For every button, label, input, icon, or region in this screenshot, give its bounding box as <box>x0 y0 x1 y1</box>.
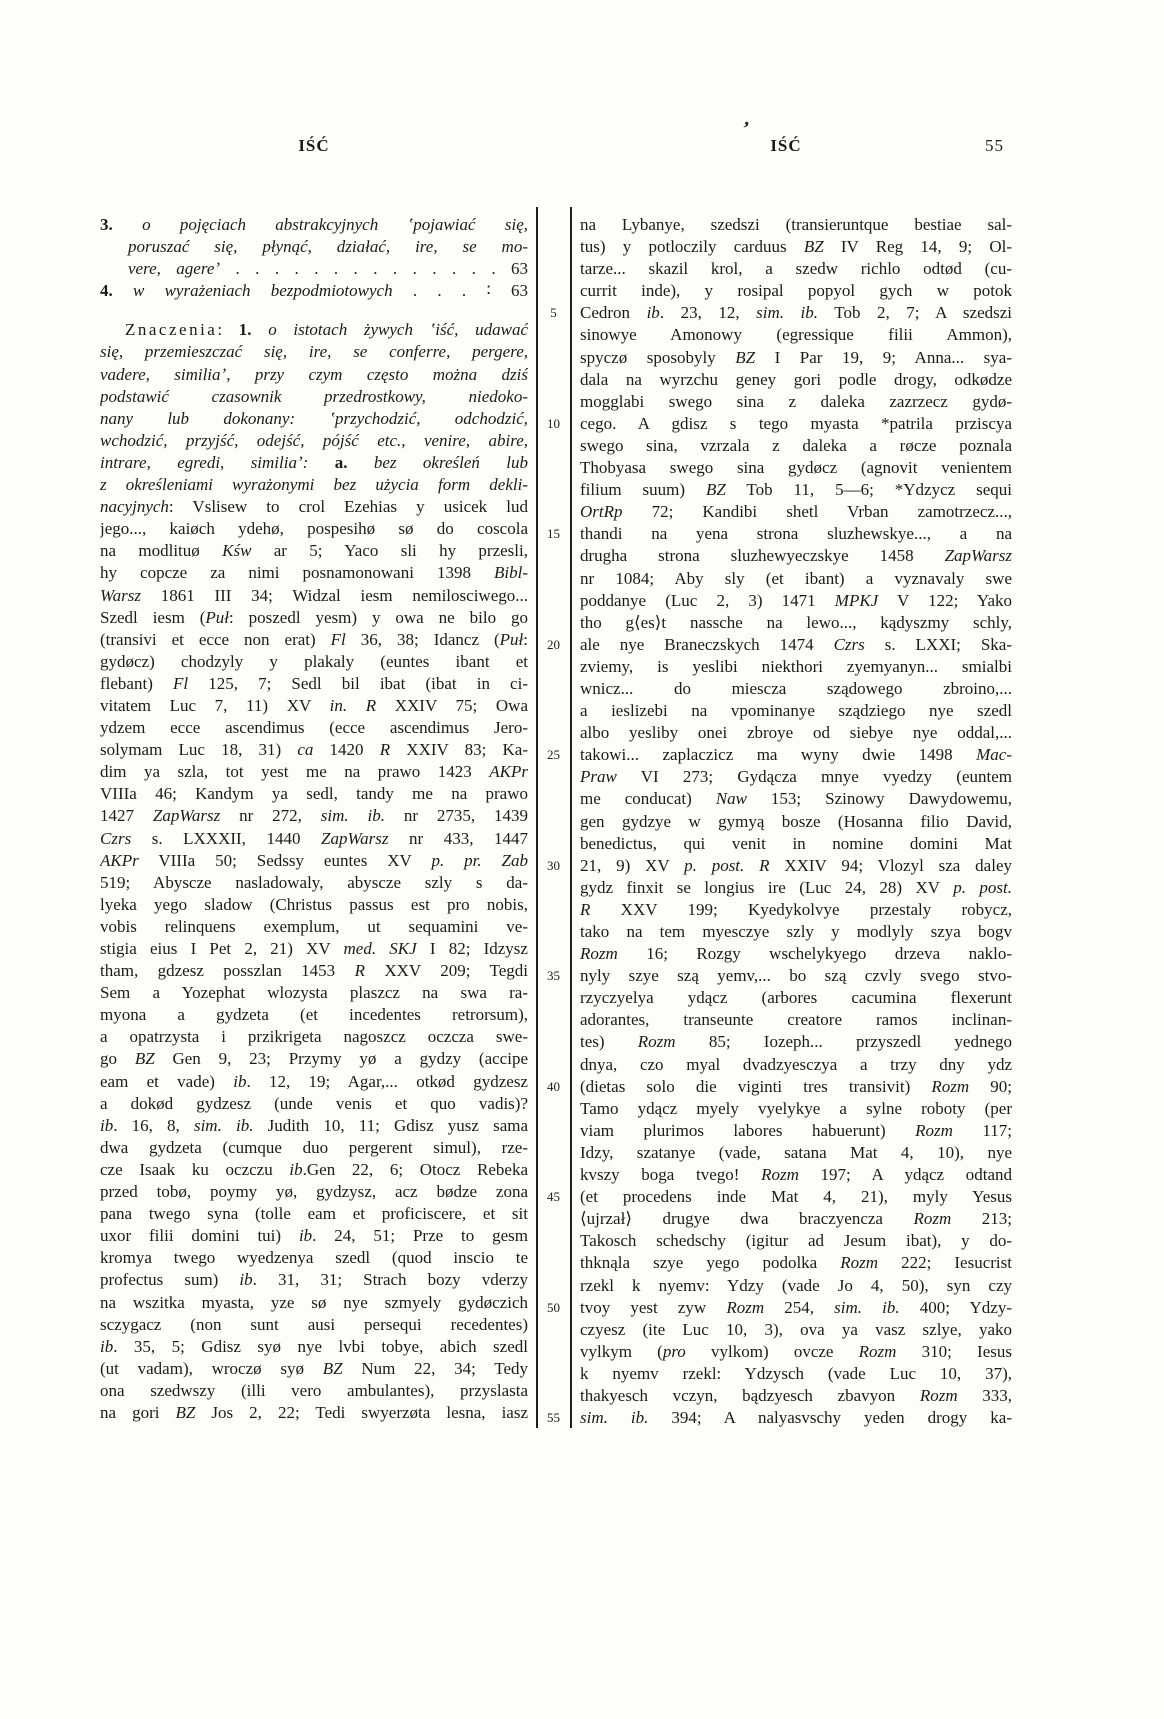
text-line: się, przemieszczać się, ire, se conferre, pergere, <box>100 342 528 362</box>
text-line: thakyesch vczyn, bądzyesch zbavyon Rozm 333, <box>580 1385 1012 1405</box>
text-line: tvoy yest zyw Rozm 254, sim. ib. 400; Ydzy- <box>580 1297 1012 1317</box>
text-line: cego. A gdisz s tego myasta *patrila prziscya <box>580 413 1012 433</box>
text-line: (transivi et ecce non erat) Fl 36, 38; Idancz (Puł: <box>100 629 528 649</box>
text-line: Sem a Yozephat wlozysta plaszcz na swa ra- <box>100 983 528 1003</box>
text-line: przed tobø, poymy yø, gydzysz, acz bødze zona <box>100 1182 528 1202</box>
text-line: intrare, egredi, similiaʼ: a. bez określeń lub <box>100 452 528 472</box>
text-line: kromya twego wyedzenya szedl (quod inscio te <box>100 1248 528 1268</box>
text-line: k nyemv rzekl: Ydzysch (vade Luc 10, 37), <box>580 1363 1012 1383</box>
text-line: filium suum) BZ Tob 11, 5—6; *Ydzycz sequi <box>580 480 1012 500</box>
column-rule-left <box>536 207 538 1428</box>
text-line: ale nye Braneczskych 1474 Czrs s. LXXI; Ska- <box>580 634 1012 654</box>
column-rule-right <box>570 207 572 1428</box>
text-line: myona a gydzeta (et incedentes retrorsum), <box>100 1005 528 1025</box>
gutter-line-number: 10 <box>547 415 560 431</box>
text-line: poruszać się, płynąć, działać, ire, se mo- <box>128 237 528 257</box>
text-line: tako na tem myesczye szly y modlyly szya bogv <box>580 922 1012 941</box>
text-line: nr 1084; Aby sly (et ibant) a vyznavaly swe <box>580 568 1012 588</box>
text-line: nany lub dokonany: ʽprzychodzić, odchodzić, <box>100 408 528 428</box>
text-line: Znaczenia: 1. o istotach żywych ʽiść, udawać <box>125 320 528 340</box>
text-line: VIIIa 46; Kandym ya sedl, tandy me na prawo <box>100 784 528 804</box>
text-line: me conducat) Naw 153; Szinowy Dawydowemu, <box>580 789 1012 809</box>
gutter-line-number: 45 <box>547 1189 560 1205</box>
text-line: a dokød gydzesz (unde venis et quo vadis)? <box>100 1093 528 1113</box>
text-line: R XXV 199; Kyedykolvye przestaly robycz, <box>580 899 1012 919</box>
text-line: Cedron ib. 23, 12, sim. ib. Tob 2, 7; A szedszi <box>580 303 1012 323</box>
text-line: wchodzić, przyjść, odejść, pójść etc., venire, abire, <box>100 430 528 450</box>
text-line: drugha strona sluzhewyeczskye 1458 ZapWarsz <box>580 546 1012 566</box>
text-line: tho g⟨es⟩t nassche na lewo..., kądyszmy schly, <box>580 612 1012 632</box>
text-line: 3. o pojęciach abstrakcyjnych ʽpojawiać się, <box>100 215 528 234</box>
text-line: 1427 ZapWarsz nr 272, sim. ib. nr 2735, 1439 <box>100 806 528 826</box>
text-line: z określeniami wyrażonymi bez użycia form dekli- <box>100 475 528 495</box>
text-line: ib. 35, 5; Gdisz syø nye lvbi tobye, abich szedl <box>100 1336 528 1356</box>
text-line: kvszy boga tvego! Rozm 197; A ydącz odtand <box>580 1165 1012 1185</box>
text-line: vadere, similiaʼ, przy czym często można dziś <box>100 364 528 384</box>
text-line: vitatem Luc 7, 11) XV in. R XXIV 75; Owa <box>100 695 528 715</box>
text-line: a opatrzysta i przikrigeta nagoszcz oczcza swe- <box>100 1027 528 1047</box>
text-line: nyly szye szą yemv,... bo szą czvly svego stvo- <box>580 966 1012 986</box>
text-line: dala na wyrzchu geney gori podle drogy, odkødze <box>580 369 1012 389</box>
text-line: na gori BZ Jos 2, 22; Tedi swyerzøta lesna, iasz <box>100 1402 528 1422</box>
text-line: flebant) Fl 125, 7; Sedl bil ibat (ibat in ci- <box>100 673 528 693</box>
text-line: Praw VI 273; Gydącza mnye vyedzy (euntem <box>580 767 1012 787</box>
gutter-line-number: 25 <box>547 747 560 763</box>
text-line: Thobyasa swego sina gydøcz (agnovit venientem <box>580 458 1012 478</box>
text-line: viam plurimos labores habuerunt) Rozm 117; <box>580 1120 1012 1140</box>
text-line: Czrs s. LXXXII, 1440 ZapWarsz nr 433, 1447 <box>100 828 528 848</box>
toc-spacer <box>100 302 528 319</box>
right-column <box>580 214 1012 1429</box>
text-line: adorantes, transeunte creatore ramos inclinan- <box>580 1010 1012 1030</box>
text-line: na wszitka myasta, yze sø nye szmyely gydøczich <box>100 1292 528 1312</box>
text-line: rzekl k nyemv: Ydzy (vade Jo 4, 50), syn czy <box>580 1275 1012 1295</box>
text-line: vere, agereʼ . . . . . . . . . . . . . . 63 <box>128 259 528 279</box>
text-line: dwa gydzeta (cumque duo pergerent simul), rze- <box>100 1137 528 1157</box>
running-head-right: IŚĆ <box>770 136 802 155</box>
gutter-line-number: 15 <box>547 526 560 542</box>
text-line: solymam Luc 18, 31) ca 1420 R XXIV 83; Ka- <box>100 740 528 760</box>
text-line: Takosch schedschy (igitur ad Jesum ibat), y do- <box>580 1231 1012 1251</box>
text-line: sczygacz (non sunt ausi persequi recedentes) <box>100 1314 528 1334</box>
text-line: (et procedens inde Mat 4, 21), myly Yesus <box>580 1187 1012 1207</box>
text-line: ydzem ecce ascendimus (ecce ascendimus Jero- <box>100 718 528 738</box>
text-line: ib. 16, 8, sim. ib. Judith 10, 11; Gdisz yusz sama <box>100 1115 528 1135</box>
page-number: 55 <box>985 136 1004 155</box>
gutter-line-number: 50 <box>547 1299 560 1315</box>
gutter-line-number: 20 <box>547 636 560 652</box>
text-line: thandi na yena strona sluzhewskye..., a na <box>580 524 1012 544</box>
text-line: poddanye (Luc 2, 3) 1471 MPKJ V 122; Yako <box>580 590 1012 610</box>
text-line: benedictus, qui venit in nomine domini Mat <box>580 833 1012 853</box>
text-line: profectus sum) ib. 31, 31; Strach bozy vderzy <box>100 1270 528 1290</box>
text-line: hy copcze za nimi posnamonowani 1398 Bibl- <box>100 563 528 583</box>
text-line: mogglabi swego sina z daleka zazrzecz gydø- <box>580 391 1012 411</box>
text-line: gen gydzye w gymyą bosze (Hosanna filio David, <box>580 811 1012 831</box>
text-line: OrtRp 72; Kandibi shetl Vrban zamotrzecz..., <box>580 502 1012 522</box>
text-line: uxor filii domini tui) ib. 24, 51; Prze to gesm <box>100 1226 528 1246</box>
left-paragraph <box>100 319 528 1424</box>
text-line: (ut vadam), wroczø syø BZ Num 22, 34; Tedy <box>100 1358 528 1378</box>
text-line: Warsz 1861 III 34; Widzal iesm nemilosciwego... <box>100 585 528 605</box>
text-line: jego..., kaiøch ydehø, pospesihø sø do coscola <box>100 519 528 539</box>
text-line: tus) y potloczily carduus BZ IV Reg 14, 9; Ol- <box>580 237 1012 257</box>
text-line: rzyczyelya ydącz (arbores cacumina flexerunt <box>580 988 1012 1008</box>
text-line: vylkym (pro vylkom) ovcze Rozm 310; Iesus <box>580 1341 1012 1361</box>
text-line: vobis relinquens exemplum, ut sequamini ve- <box>100 916 528 936</box>
text-line: czyesz (ite Luc 10, 3), ova ya vasz szlye, yako <box>580 1319 1012 1339</box>
gutter-line-number: 5 <box>550 305 557 321</box>
text-line: thknąla szye yego podolka Rozm 222; Iesucrist <box>580 1253 1012 1273</box>
text-line: AKPr VIIIa 50; Sedssy euntes XV p. pr. Zab <box>100 850 528 870</box>
text-line: eam et vade) ib. 12, 19; Agar,... otkød gydzesz <box>100 1071 528 1091</box>
text-line: a ieslizebi na vpominanye sządziego nye szedl <box>580 701 1012 721</box>
ink-speck: ’ <box>739 117 751 141</box>
text-line: na Lybanye, szedszi (transieruntque bestiae sal- <box>580 215 1012 234</box>
text-line: 519; Abyscze nasladowaly, abyscze szly s da- <box>100 872 528 892</box>
text-line: wnicz... do miescza sządowego zbroino,... <box>580 678 1012 698</box>
text-line: stigia eius I Pet 2, 21) XV med. SKJ I 82; Idzysz <box>100 939 528 958</box>
text-line: takowi... zaplaczicz ma wyny dwie 1498 Mac- <box>580 745 1012 765</box>
text-line: lyeka yego sladow (Christus passus est pro nobis, <box>100 894 528 914</box>
text-line: albo yesliby onei zbroye od siebye nye oddal,... <box>580 723 1012 743</box>
text-line: podstawić czasownik przedrostkowy, niedoko- <box>100 386 528 406</box>
text-line: 4. w wyrażeniach bezpodmiotowych . . . ∶ 63 <box>100 281 528 301</box>
text-line: cze Isaak ku oczczu ib.Gen 22, 6; Otocz Rebeka <box>100 1159 528 1179</box>
text-line: nacyjnych: Vslisew to crol Ezehias y usicek lud <box>100 497 528 517</box>
text-line: dnya, czo myal dvadzyesczya a trzy dny ydz <box>580 1054 1012 1074</box>
text-line: Tamo ydącz myely vyelykye a sylne roboty (per <box>580 1098 1012 1118</box>
text-line: sim. ib. 394; A nalyasvschy yeden drogy ka- <box>580 1408 1012 1428</box>
text-line: Szedl iesm (Puł: poszedl yesm) y owa ne bilo go <box>100 607 528 627</box>
text-line: swego sina, vzrzala z daleka a røcze poznala <box>580 435 1012 455</box>
text-line: ona szedwszy (illi vero ambulantes), przyslasta <box>100 1380 528 1400</box>
text-line: (dietas solo die viginti tres transivit) Rozm 90; <box>580 1076 1012 1096</box>
gutter-line-number: 35 <box>547 968 560 984</box>
text-line: pana twego syna (tolle eam et proficiscere, et sit <box>100 1204 528 1224</box>
text-line: currit inde), y rosipal popyol gych w potok <box>580 281 1012 301</box>
text-line: tham, gdzesz posszlan 1453 R XXV 209; Tegdi <box>100 961 528 981</box>
text-line: spyczø sposobyly BZ I Par 19, 9; Anna... sya- <box>580 347 1012 367</box>
text-line: gydz finxit se longius ire (Luc 24, 28) XV p. post. <box>580 877 1012 897</box>
text-line: zviemy, is yeslibi niekthori zyemyanyn... smialbi <box>580 656 1012 676</box>
text-line: na modlituø Kśw ar 5; Yaco sli hy przesli, <box>100 541 528 561</box>
text-line: sinowye Amonowy (egressique filii Ammon), <box>580 325 1012 345</box>
text-line: Rozm 16; Rozgy wschelykyego drzeva naklo- <box>580 944 1012 964</box>
gutter-line-number: 55 <box>547 1410 560 1426</box>
text-line: ⟨ujrzał⟩ drugye dwa braczyencza Rozm 213; <box>580 1209 1012 1229</box>
text-line: tes) Rozm 85; Iozeph... przyszedl yednego <box>580 1032 1012 1052</box>
running-head-left: IŚĆ <box>298 136 330 155</box>
text-line: Idzy, szatanye (vade, satana Mat 4, 10), nye <box>580 1142 1012 1162</box>
text-line: go BZ Gen 9, 23; Przymy yø a gydzy (accipe <box>100 1049 528 1069</box>
text-line: tarze... skazil krol, a szedw richlo odtød (cu- <box>580 259 1012 279</box>
toc-block <box>100 214 528 302</box>
left-column <box>100 214 528 1424</box>
text-line: gydøcz) chodzyly y plakaly (euntes ibant et <box>100 651 528 671</box>
gutter-line-number: 40 <box>547 1078 560 1094</box>
text-line: dim ya szla, tot yest me na prawo 1423 AKPr <box>100 762 528 782</box>
text-line: 21, 9) XV p. post. R XXIV 94; Vlozyl sza daley <box>580 855 1012 875</box>
gutter-line-number: 30 <box>547 857 560 873</box>
